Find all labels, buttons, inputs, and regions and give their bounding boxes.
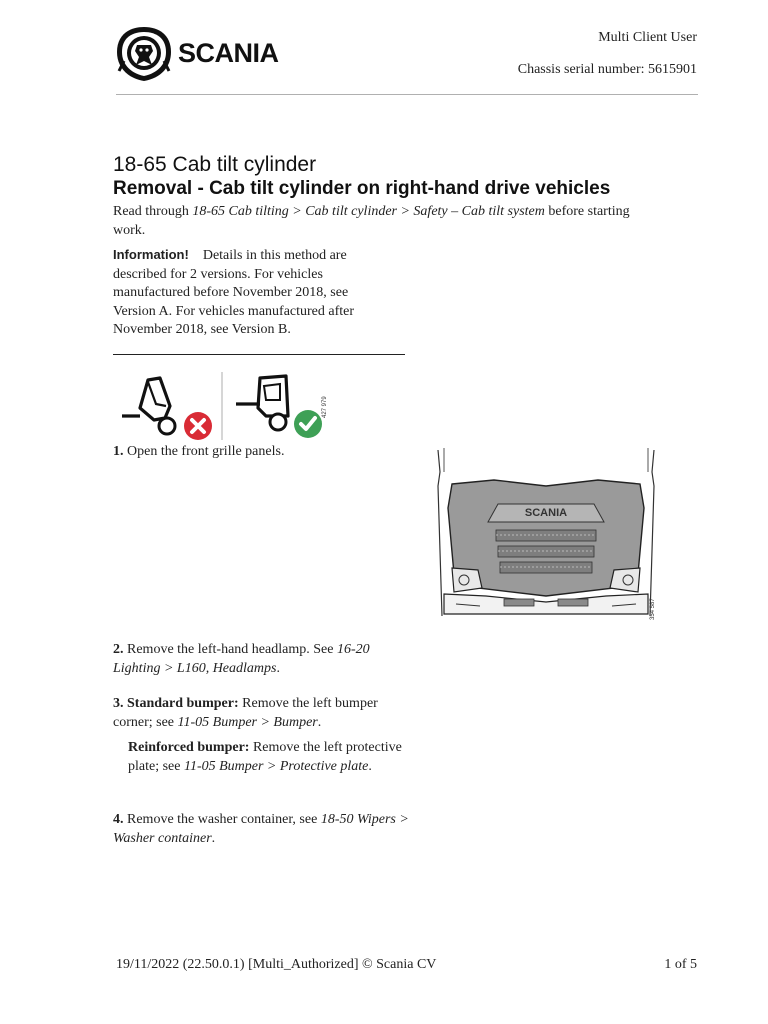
step-number: 3. (113, 696, 124, 711)
step-3-reinforced: Reinforced bumper: Remove the left protective plate; see 11-05 Bumper > Protective plate. (128, 740, 402, 774)
grille-brand-text: SCANIA (524, 507, 568, 519)
cab-version-b-icon (236, 376, 288, 430)
intro-paragraph: Read through 18-65 Cab tilting > Cab tilt cylinder > Safety – Cab tilt system before starting work. (113, 204, 630, 238)
user-name: Multi Client User (598, 30, 697, 45)
standard-bumper-label: Standard bumper: (127, 696, 239, 711)
information-text: Details in this method are described for 2 versions. For vehicles manufactured before November 2018, see Version A. For vehicles manufactured after November 2018, see Version B. (113, 248, 355, 337)
brand-wordmark: SCANIA (178, 38, 279, 68)
front-grille-figure (434, 446, 658, 622)
header-divider (116, 94, 698, 95)
page-title: 18-65 Cab tilt cylinder (113, 153, 317, 176)
page-subtitle: Removal - Cab tilt cylinder on right-hand drive vehicles (113, 178, 611, 199)
chassis-serial: Chassis serial number: 5615901 (517, 62, 697, 77)
footer-info: 19/11/2022 (22.50.0.1) [Multi_Authorized] © Scania CV (116, 957, 437, 972)
tilt-figure-code: 427 979 (322, 396, 328, 418)
section-separator (113, 354, 405, 355)
step-3: 3. Standard bumper: Remove the left bumper corner; see 11-05 Bumper > Bumper. (113, 696, 378, 730)
information-note (113, 246, 388, 340)
step-2: 2. Remove the left-hand headlamp. See 16-20 Lighting > L160, Headlamps. (113, 642, 370, 676)
intro-reference-link[interactable]: 18-65 Cab tilting > Cab tilt cylinder > Safety – Cab tilt system (192, 204, 545, 219)
step-text: Open the front grille panels. (127, 444, 285, 459)
information-label: Information! (113, 247, 189, 262)
page-number: 1 of 5 (664, 957, 697, 972)
step-number: 2. (113, 642, 124, 657)
step-1 (113, 443, 403, 462)
step-number: 1. (113, 444, 124, 459)
scania-griffin-logo-icon (115, 25, 173, 83)
step-number: 4. (113, 812, 124, 827)
reinforced-bumper-label: Reinforced bumper: (128, 740, 250, 755)
cab-version-a-icon (122, 378, 175, 434)
not-applicable-cross-icon (184, 412, 212, 440)
bumper-reference-link[interactable]: 11-05 Bumper > Bumper (177, 714, 318, 730)
grille-figure-code: 354 587 (650, 598, 656, 620)
applicable-check-icon (294, 410, 322, 438)
headlamps-reference-link[interactable]: 16-20 Lighting > L160, Headlamps (113, 642, 370, 676)
cab-tilt-versions-figure (118, 368, 340, 444)
protective-plate-reference-link[interactable]: 11-05 Bumper > Protective plate (183, 758, 369, 774)
washer-container-reference-link[interactable]: 18-50 Wipers > Washer container (113, 812, 409, 846)
step-4: 4. Remove the washer container, see 18-50 Wipers > Washer container. (113, 812, 409, 846)
